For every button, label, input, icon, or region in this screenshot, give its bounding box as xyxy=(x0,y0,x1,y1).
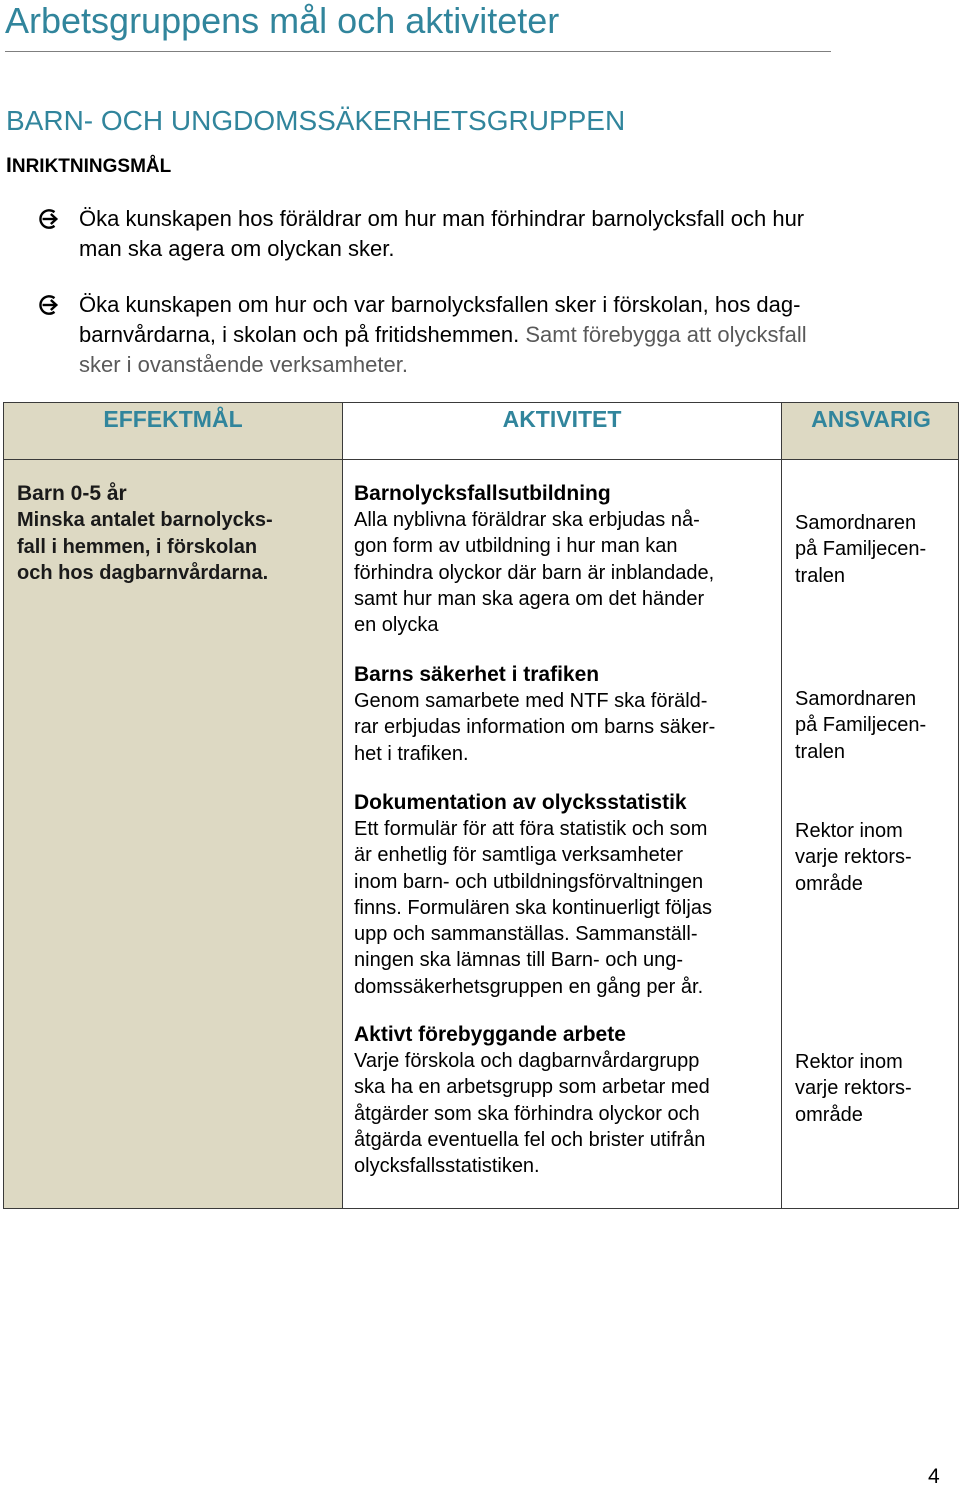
page-title: Arbetsgruppens mål och aktiviteter xyxy=(5,0,560,41)
goal-line: Öka kunskapen om hur och var barnolycksfallen sker i förskolan, hos dag- xyxy=(79,292,801,317)
activity-line: rar erbjudas information om barns säker- xyxy=(354,716,716,739)
activity-line: Varje förskola och dagbarnvårdargrupp xyxy=(354,1050,700,1072)
activity-line: ska ha en arbetsgrupp som arbetar med xyxy=(354,1076,710,1099)
activity-item xyxy=(354,480,714,638)
header-aktivitet xyxy=(343,403,781,460)
effektmal-line: Barn 0-5 år xyxy=(17,482,127,505)
goal-line: sker i ovanstående verksamheter. xyxy=(79,352,408,377)
activity-item xyxy=(354,1021,710,1179)
header-effektmal xyxy=(4,403,342,459)
goal-line-part-muted: Samt förebygga att olycksfall xyxy=(519,322,807,347)
responsible-line: varje rektors- xyxy=(795,1077,912,1100)
responsible-line: varje rektors- xyxy=(795,846,912,869)
activity-line: olycksfallsstatistiken. xyxy=(354,1155,540,1178)
title-divider xyxy=(5,51,831,52)
responsible-line: Samordnaren xyxy=(795,688,917,710)
responsible-cell xyxy=(795,818,912,897)
section-heading-rest: NRIKTNINGSMÅL xyxy=(11,156,172,177)
activity-line: domssäkerhetsgruppen en gång per år. xyxy=(354,975,704,998)
activity-line: är enhetlig för samtliga verksamheter xyxy=(354,844,684,867)
responsible-line: Samordnaren xyxy=(795,512,917,534)
column-divider xyxy=(342,403,343,1208)
activity-line: förhindra olyckor där barn är inblandade, xyxy=(354,561,715,584)
section-heading xyxy=(6,154,171,179)
activity-line: upp och sammanställas. Sammanställ- xyxy=(354,923,698,946)
activity-line: inom barn- och utbildningsförvaltningen xyxy=(354,870,704,893)
goal-item xyxy=(79,290,929,380)
activity-line: Genom samarbete med NTF ska föräld- xyxy=(354,690,708,712)
goal-line: Öka kunskapen hos föräldrar om hur man förhindrar barnolycksfall och hur xyxy=(79,206,805,231)
goal-line-part: barnvårdarna, i skolan och på fritidshemmen. xyxy=(79,322,520,347)
header-effektmal-label: EFFEKTMÅL xyxy=(103,406,243,432)
goal-item xyxy=(79,204,929,264)
header-ansvarig-label: ANSVARIG xyxy=(811,406,931,432)
effektmal-line: Minska antalet barnolycks- xyxy=(17,509,273,532)
responsible-cell xyxy=(795,1049,912,1128)
arrow-right-circle-icon xyxy=(38,208,60,230)
activity-item xyxy=(354,661,715,767)
goal-line: man ska agera om olyckan sker. xyxy=(79,236,395,261)
responsible-cell xyxy=(795,686,926,765)
responsible-line: tralen xyxy=(795,740,846,763)
activity-line: en olycka xyxy=(354,614,439,637)
group-title: BARN- OCH UNGDOMSSÄKERHETSGRUPPEN xyxy=(6,105,626,136)
activity-line: åtgärder som ska förhindra olyckor och xyxy=(354,1102,700,1125)
goal-line xyxy=(79,320,929,350)
effektmal-cell xyxy=(17,481,273,586)
responsible-line: Rektor inom xyxy=(795,820,903,842)
activity-line: Alla nyblivna föräldrar ska erbjudas nå- xyxy=(354,509,700,531)
activity-line: ningen ska lämnas till Barn- och ung- xyxy=(354,949,684,972)
responsible-line: område xyxy=(795,872,863,895)
goals-table xyxy=(3,402,959,1209)
activity-title: Aktivt förebyggande arbete xyxy=(354,1023,626,1046)
header-ansvarig xyxy=(782,403,960,460)
activity-title: Dokumentation av olycksstatistik xyxy=(354,791,687,814)
header-aktivitet-label: AKTIVITET xyxy=(502,406,622,432)
activity-title: Barns säkerhet i trafiken xyxy=(354,663,600,686)
effektmal-line: och hos dagbarnvårdarna. xyxy=(17,561,269,584)
section-heading-initial: I xyxy=(6,154,12,177)
activity-item xyxy=(354,789,712,1000)
activity-line: åtgärda eventuella fel och brister utifrån xyxy=(354,1128,706,1151)
activity-line: het i trafiken. xyxy=(354,742,469,765)
column-divider xyxy=(781,403,782,1208)
activity-line: gon form av utbildning i hur man kan xyxy=(354,535,678,558)
effektmal-line: fall i hemmen, i förskolan xyxy=(17,535,258,558)
activity-line: finns. Formulären ska kontinuerligt följas xyxy=(354,896,712,919)
responsible-line: tralen xyxy=(795,564,846,587)
page-number: 4 xyxy=(928,1465,940,1488)
responsible-line: på Familjecen- xyxy=(795,538,927,561)
responsible-line: på Familjecen- xyxy=(795,714,927,737)
activity-title: Barnolycksfallsutbildning xyxy=(354,482,611,505)
responsible-line: Rektor inom xyxy=(795,1051,903,1073)
activity-line: Ett formulär för att föra statistik och som xyxy=(354,818,708,840)
activity-line: samt hur man ska agera om det händer xyxy=(354,587,705,610)
arrow-right-circle-icon xyxy=(38,294,60,316)
responsible-cell xyxy=(795,510,926,589)
responsible-line: område xyxy=(795,1103,863,1126)
